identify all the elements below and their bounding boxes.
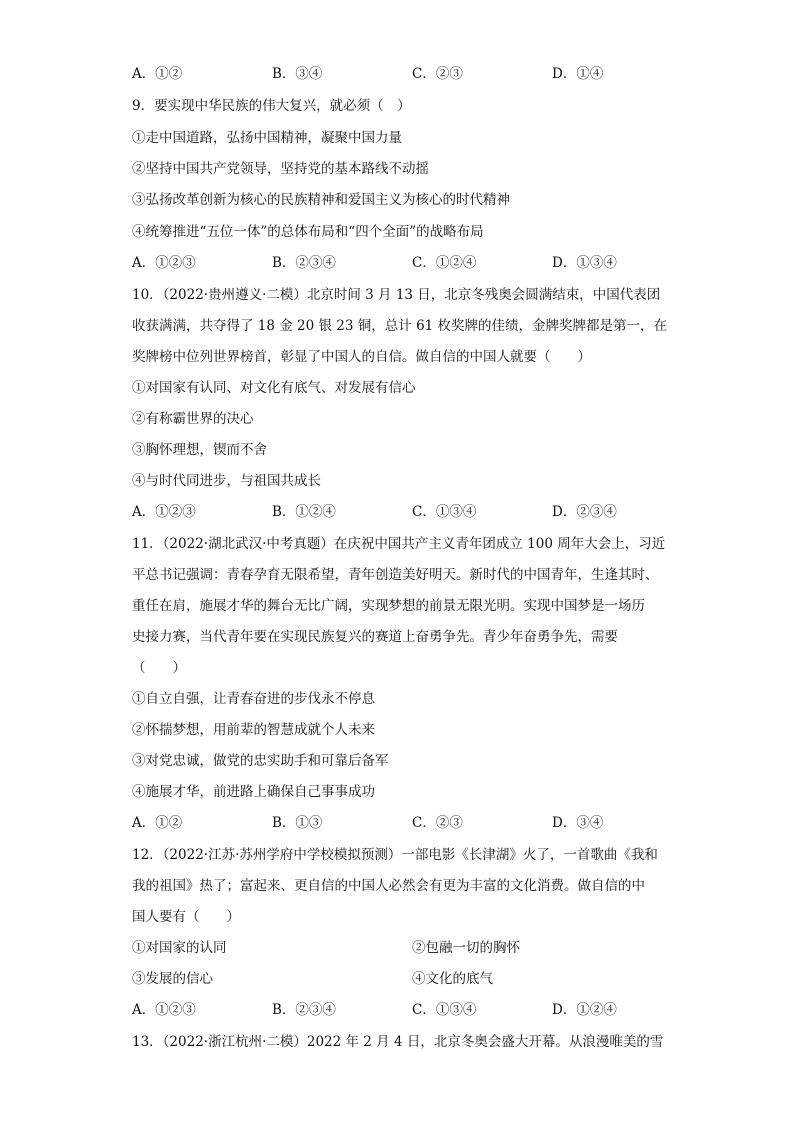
q11-stem-line-1: 11．（2022·湖北武汉·中考真题）在庆祝中国共产主义青年团成立 100 周年大会上，习近 [132, 536, 666, 552]
q11-item-3: ③对党忠诚，做党的忠实助手和可靠后备军 [132, 753, 389, 769]
q8-option-b: B．③④ [272, 66, 323, 82]
q11-option-b: B．①③ [272, 815, 323, 831]
q11-item-1: ①自立自强，让青春奋进的步伐永不停息 [132, 691, 375, 707]
q12-items-row-1 [132, 938, 692, 958]
q10-option-d: D．②③④ [552, 504, 617, 520]
q12-option-d: D．①②④ [552, 1002, 617, 1018]
q9-item-1: ①走中国道路，弘扬中国精神，凝聚中国力量 [132, 130, 402, 146]
q12-option-a: A．①②③ [132, 1002, 196, 1018]
q11-options [132, 813, 692, 833]
q12-items-row-2 [132, 969, 692, 989]
q9-option-d: D．①③④ [552, 255, 617, 271]
q11-item-2: ②怀揣梦想，用前辈的智慧成就个人未来 [132, 722, 375, 738]
q12-stem-line-2: 我的祖国》热了；富起来、更自信的中国人必然会有更为丰富的文化消费。做自信的中 [132, 878, 645, 894]
q12-stem-line-3: 国人要有（ ） [132, 909, 240, 925]
q12-item-2: ②包融一切的胸怀 [412, 940, 520, 956]
q10-stem-line-3: 奖牌榜中位列世界榜首，彰显了中国人的自信。做自信的中国人就要（ ） [132, 349, 591, 365]
q10-options [132, 502, 692, 522]
q11-option-a: A．①② [132, 815, 183, 831]
q9-option-a: A．①②③ [132, 255, 196, 271]
q8-option-d: D．①④ [552, 66, 604, 82]
q10-item-4: ④与时代同进步，与祖国共成长 [132, 473, 321, 489]
q12-item-3: ③发展的信心 [132, 971, 213, 987]
q11-stem-line-5: （ ） [132, 660, 186, 676]
q8-option-c: C．②③ [412, 66, 463, 82]
q11-option-c: C．②③ [412, 815, 463, 831]
q10-stem-line-1: 10．（2022·贵州遵义·二模）北京时间 3 月 13 日，北京冬残奥会圆满结束，中国代表团 [132, 287, 661, 303]
q11-stem-line-3: 重任在肩，施展才华的舞台无比广阔，实现梦想的前景无限光明。实现中国梦是一场历 [132, 598, 645, 614]
q10-option-b: B．①②④ [272, 504, 336, 520]
q12-option-b: B．②③④ [272, 1002, 336, 1018]
q10-option-c: C．①③④ [412, 504, 477, 520]
q13-stem-line-1: 13．（2022·浙江杭州·二模）2022 年 2 月 4 日，北京冬奥会盛大开幕。从浪漫唯美的雪 [132, 1034, 664, 1050]
q12-stem-line-1: 12．（2022·江苏·苏州学府中学校模拟预测）一部电影《长津湖》火了，一首歌曲《我和 [132, 847, 658, 863]
q10-stem-line-2: 收获满满，共夺得了 18 金 20 银 23 铜，总计 61 枚奖牌的佳绩，金牌奖牌都是第一，在 [132, 318, 668, 334]
q9-item-2: ②坚持中国共产党领导，坚持党的基本路线不动摇 [132, 161, 429, 177]
q12-options [132, 1000, 692, 1020]
q12-item-1: ①对国家的认同 [132, 940, 227, 956]
q8-options [132, 64, 692, 84]
q9-options [132, 253, 692, 273]
q11-stem-line-2: 平总书记强调：青春孕育无限希望，青年创造美好明天。新时代的中国青年，生逢其时、 [132, 567, 659, 583]
q10-item-1: ①对国家有认同、对文化有底气、对发展有信心 [132, 380, 416, 396]
q10-item-3: ③胸怀理想，锲而不舍 [132, 442, 267, 458]
q9-option-c: C．①②④ [412, 255, 477, 271]
q10-option-a: A．①②③ [132, 504, 196, 520]
q11-stem-line-4: 史接力赛，当代青年要在实现民族复兴的赛道上奋勇争先。青少年奋勇争先，需要 [132, 629, 618, 645]
q9-option-b: B．②③④ [272, 255, 336, 271]
q9-item-3: ③弘扬改革创新为核心的民族精神和爱国主义为核心的时代精神 [132, 192, 510, 208]
q12-item-4: ④文化的底气 [412, 971, 493, 987]
q11-option-d: D．③④ [552, 815, 604, 831]
q9-item-4: ④统筹推进“五位一体”的总体布局和“四个全面”的战略布局 [132, 224, 484, 240]
q8-option-a: A．①② [132, 66, 183, 82]
q10-item-2: ②有称霸世界的决心 [132, 411, 254, 427]
q9-stem: 9．要实现中华民族的伟大复兴，就必须（ ） [132, 98, 411, 114]
q11-item-4: ④施展才华，前进路上确保自己事事成功 [132, 784, 375, 800]
q12-option-c: C．①③④ [412, 1002, 477, 1018]
